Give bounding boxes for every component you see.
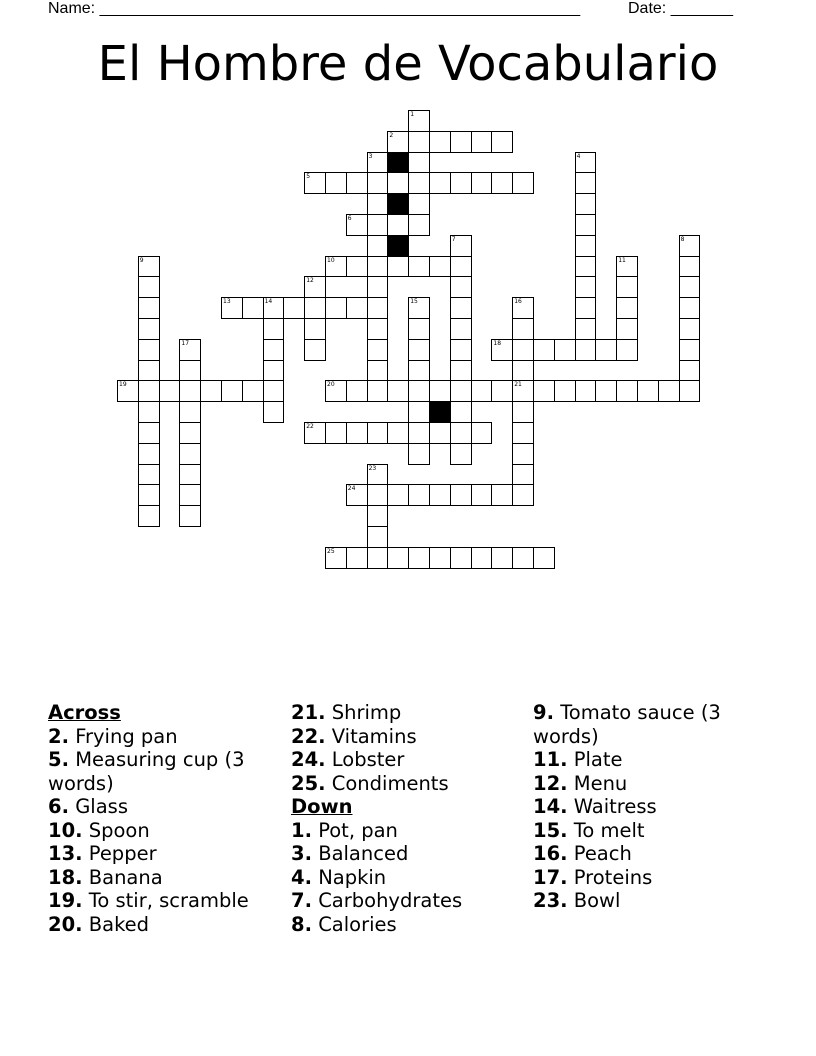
clue-number: 15	[410, 298, 418, 306]
crossword-cell[interactable]	[221, 380, 243, 402]
crossword-cell[interactable]	[304, 318, 326, 340]
crossword-cell[interactable]	[263, 318, 285, 340]
crossword-cell[interactable]	[367, 339, 389, 361]
crossword-cell[interactable]	[512, 318, 534, 340]
crossword-cell[interactable]	[429, 484, 451, 506]
crossword-cell[interactable]	[575, 276, 597, 298]
crossword-cell[interactable]	[450, 256, 472, 278]
crossword-cell[interactable]	[471, 484, 493, 506]
crossword-cell[interactable]	[450, 360, 472, 382]
crossword-cell[interactable]	[491, 339, 513, 361]
crossword-cell[interactable]	[429, 172, 451, 194]
clue-number: 19	[119, 381, 127, 389]
clue-down-3: 3. Balanced	[291, 842, 409, 865]
clue-number: 2	[389, 131, 394, 139]
crossword-cell[interactable]	[179, 422, 201, 444]
clue-down-15: 15. To melt	[533, 818, 645, 842]
crossword-cell[interactable]	[367, 297, 389, 319]
crossword-cell[interactable]	[346, 172, 368, 194]
crossword-cell[interactable]	[179, 380, 201, 402]
crossword-cell[interactable]	[491, 131, 513, 153]
crossword-cell[interactable]	[387, 484, 409, 506]
clue-down-14: 14. Waitress	[533, 795, 657, 818]
crossword-cell[interactable]	[387, 131, 409, 153]
crossword-cell[interactable]	[367, 464, 389, 486]
crossword-cell[interactable]	[512, 339, 534, 361]
clue-column-2	[291, 701, 521, 936]
crossword-cell[interactable]	[408, 110, 430, 132]
crossword-cell[interactable]	[138, 318, 160, 340]
clue-number: 11	[618, 256, 626, 264]
crossword-cell[interactable]	[512, 172, 534, 194]
crossword-cell[interactable]	[533, 547, 555, 569]
crossword-cell[interactable]	[575, 235, 597, 257]
crossword-cell[interactable]	[408, 152, 430, 174]
clue-across-21: 21. Shrimp	[291, 701, 402, 724]
crossword-cell[interactable]	[367, 380, 389, 402]
clue-across-6: 6. Glass	[48, 795, 128, 818]
crossword-cell[interactable]	[533, 339, 555, 361]
crossword-cell[interactable]	[367, 422, 389, 444]
crossword-cell[interactable]	[346, 297, 368, 319]
clue-number: 23	[368, 464, 377, 472]
crossword-cell[interactable]	[138, 484, 160, 506]
crossword-cell[interactable]	[471, 380, 493, 402]
crossword-cell[interactable]	[283, 297, 305, 319]
crossword-cell[interactable]	[408, 339, 430, 361]
crossword-cell[interactable]	[616, 297, 638, 319]
crossword-cell[interactable]	[367, 256, 389, 278]
crossword-cell[interactable]	[408, 193, 430, 215]
clue-number: 25	[327, 547, 335, 555]
crossword-cell[interactable]	[387, 380, 409, 402]
crossword-cell[interactable]	[367, 526, 389, 548]
crossword-cell[interactable]	[408, 172, 430, 194]
crossword-cell[interactable]	[367, 360, 389, 382]
crossword-cell[interactable]	[512, 297, 534, 319]
crossword-cell[interactable]	[138, 276, 160, 298]
crossword-cell[interactable]	[471, 131, 493, 153]
crossword-cell[interactable]	[575, 214, 597, 236]
crossword-cell[interactable]	[179, 505, 201, 527]
clue-number: 8	[680, 235, 685, 243]
crossword-cell[interactable]	[575, 152, 597, 174]
crossword-cell[interactable]	[242, 380, 264, 402]
crossword-cell[interactable]	[450, 318, 472, 340]
crossword-cell[interactable]	[179, 484, 201, 506]
crossword-cell[interactable]	[491, 172, 513, 194]
crossword-cell[interactable]	[512, 464, 534, 486]
crossword-cell[interactable]	[658, 380, 680, 402]
crossword-cell[interactable]	[512, 443, 534, 465]
clue-number: 16	[514, 298, 522, 306]
crossword-cell[interactable]	[387, 256, 409, 278]
crossword-cell[interactable]	[138, 297, 160, 319]
date-field-label[interactable]: Date: _______	[628, 0, 733, 17]
crossword-cell[interactable]	[575, 339, 597, 361]
crossword-cell[interactable]	[575, 172, 597, 194]
clue-number: 22	[306, 423, 314, 430]
crossword-cell[interactable]	[387, 172, 409, 194]
crossword-cell[interactable]	[491, 547, 513, 569]
clue-down-8: 8. Calories	[291, 912, 397, 936]
crossword-cell[interactable]	[491, 484, 513, 506]
crossword-cell[interactable]	[408, 401, 430, 423]
crossword-cell[interactable]	[138, 505, 160, 527]
crossword-cell[interactable]	[429, 380, 451, 402]
crossword-cell[interactable]	[512, 484, 534, 506]
crossword-cell[interactable]	[138, 360, 160, 382]
crossword-cell[interactable]	[263, 297, 285, 319]
crossword-block	[429, 401, 451, 423]
crossword-cell[interactable]	[554, 380, 576, 402]
clue-down-17: 17. Proteins	[533, 865, 653, 889]
clue-down-4: 4. Napkin	[291, 865, 387, 889]
crossword-cell[interactable]	[595, 380, 617, 402]
crossword-cell[interactable]	[263, 401, 285, 423]
crossword-cell[interactable]	[367, 547, 389, 569]
crossword-cell[interactable]	[679, 360, 701, 382]
crossword-cell[interactable]	[471, 422, 493, 444]
crossword-cell[interactable]	[616, 318, 638, 340]
down-heading: Down	[291, 795, 353, 818]
clue-down-9: 9. Tomato sauce (3 words)	[533, 701, 721, 748]
crossword-cell[interactable]	[450, 276, 472, 298]
crossword-cell[interactable]	[263, 339, 285, 361]
crossword-cell[interactable]	[616, 256, 638, 278]
crossword-cell[interactable]	[450, 547, 472, 569]
crossword-cell[interactable]	[595, 339, 617, 361]
crossword-cell[interactable]	[304, 297, 326, 319]
crossword-cell[interactable]	[138, 443, 160, 465]
crossword-cell[interactable]	[408, 297, 430, 319]
crossword-cell[interactable]	[450, 443, 472, 465]
crossword-cell[interactable]	[325, 297, 347, 319]
crossword-cell[interactable]	[346, 256, 368, 278]
crossword-cell[interactable]	[450, 235, 472, 257]
crossword-cell[interactable]	[429, 131, 451, 153]
crossword-cell[interactable]	[679, 235, 701, 257]
crossword-cell[interactable]	[346, 422, 368, 444]
clue-number: 9	[139, 256, 144, 264]
crossword-cell[interactable]	[616, 276, 638, 298]
crossword-cell[interactable]	[179, 464, 201, 486]
crossword-cell[interactable]	[408, 256, 430, 278]
crossword-cell[interactable]	[408, 360, 430, 382]
crossword-cell[interactable]	[179, 401, 201, 423]
page-title: El Hombre de Vocabulario	[97, 36, 719, 92]
crossword-cell[interactable]	[450, 422, 472, 444]
clue-across-2: 2. Frying pan	[48, 724, 178, 748]
crossword-cell[interactable]	[408, 318, 430, 340]
crossword-cell[interactable]	[367, 172, 389, 194]
crossword-cell[interactable]	[679, 318, 701, 340]
crossword-cell[interactable]	[408, 443, 430, 465]
crossword-cell[interactable]	[179, 443, 201, 465]
crossword-cell[interactable]	[450, 297, 472, 319]
clue-across-18: 18. Banana	[48, 865, 163, 889]
clue-number: 4	[576, 152, 581, 160]
clue-column-3	[533, 701, 763, 913]
crossword-cell[interactable]	[575, 193, 597, 215]
crossword-cell[interactable]	[138, 339, 160, 361]
crossword-cell[interactable]	[512, 547, 534, 569]
crossword-cell[interactable]	[387, 547, 409, 569]
crossword-cell[interactable]	[408, 131, 430, 153]
clue-number: 7	[451, 235, 456, 243]
clue-number: 13	[223, 298, 231, 306]
crossword-cell[interactable]	[533, 380, 555, 402]
crossword-cell[interactable]	[325, 547, 347, 569]
clue-across-22: 22. Vitamins	[291, 724, 417, 748]
crossword-cell[interactable]	[408, 380, 430, 402]
crossword-cell[interactable]	[450, 380, 472, 402]
crossword-cell[interactable]	[429, 256, 451, 278]
crossword-cell[interactable]	[367, 484, 389, 506]
crossword-cell[interactable]	[304, 172, 326, 194]
clue-number: 20	[327, 381, 335, 389]
crossword-cell[interactable]	[512, 422, 534, 444]
clue-down-11: 11. Plate	[533, 748, 623, 771]
crossword-cell[interactable]	[575, 318, 597, 340]
crossword-cell[interactable]	[367, 276, 389, 298]
crossword-cell[interactable]	[367, 505, 389, 527]
crossword-cell[interactable]	[450, 484, 472, 506]
clue-number: 1	[410, 111, 415, 118]
clue-number: 24	[347, 485, 356, 493]
clue-down-1: 1. Pot, pan	[291, 818, 398, 842]
crossword-cell[interactable]	[325, 422, 347, 444]
clue-number: 14	[264, 298, 273, 306]
crossword-cell[interactable]	[367, 235, 389, 257]
clue-across-20: 20. Baked	[48, 912, 150, 936]
clue-number: 5	[306, 173, 311, 181]
crossword-cell[interactable]	[450, 131, 472, 153]
crossword-cell[interactable]	[159, 380, 181, 402]
crossword-cell[interactable]	[429, 422, 451, 444]
crossword-cell[interactable]	[679, 297, 701, 319]
clue-down-16: 16. Peach	[533, 842, 632, 865]
crossword-cell[interactable]	[242, 297, 264, 319]
crossword-cell[interactable]	[138, 422, 160, 444]
crossword-cell[interactable]	[554, 339, 576, 361]
clue-number: 3	[368, 152, 373, 160]
clue-number: 10	[327, 256, 335, 264]
crossword-block	[387, 235, 409, 257]
crossword-cell[interactable]	[138, 256, 160, 278]
crossword-cell[interactable]	[512, 380, 534, 402]
crossword-cell[interactable]	[179, 339, 201, 361]
crossword-cell[interactable]	[450, 339, 472, 361]
clue-across-10: 10. Spoon	[48, 818, 150, 842]
crossword-cell[interactable]	[263, 380, 285, 402]
crossword-cell[interactable]	[367, 318, 389, 340]
crossword-cell[interactable]	[138, 380, 160, 402]
clue-across-19: 19. To stir, scramble	[48, 889, 249, 912]
crossword-cell[interactable]	[679, 276, 701, 298]
crossword-cell[interactable]	[304, 276, 326, 298]
crossword-cell[interactable]	[200, 380, 222, 402]
crossword-cell[interactable]	[304, 422, 326, 444]
crossword-cell[interactable]	[616, 339, 638, 361]
clue-number: 18	[493, 339, 502, 347]
crossword-cell[interactable]	[575, 297, 597, 319]
clue-across-25: 25. Condiments	[291, 771, 449, 795]
crossword-cell[interactable]	[117, 380, 139, 402]
crossword-cell[interactable]	[138, 464, 160, 486]
crossword-cell[interactable]	[304, 339, 326, 361]
clue-across-24: 24. Lobster	[291, 748, 405, 771]
clue-down-12: 12. Menu	[533, 771, 628, 795]
crossword-cell[interactable]	[512, 360, 534, 382]
crossword-cell[interactable]	[346, 484, 368, 506]
crossword-cell[interactable]	[138, 401, 160, 423]
crossword-block	[387, 152, 409, 174]
crossword-cell[interactable]	[679, 339, 701, 361]
clue-number: 12	[306, 277, 314, 285]
crossword-cell[interactable]	[367, 193, 389, 215]
clue-across-5: 5. Measuring cup (3 words)	[48, 748, 245, 795]
crossword-cell[interactable]	[179, 360, 201, 382]
crossword-cell[interactable]	[616, 380, 638, 402]
crossword-cell[interactable]	[325, 380, 347, 402]
crossword-cell[interactable]	[679, 380, 701, 402]
crossword-cell[interactable]	[346, 547, 368, 569]
crossword-cell[interactable]	[429, 547, 451, 569]
crossword-cell[interactable]	[491, 380, 513, 402]
crossword-cell[interactable]	[367, 152, 389, 174]
name-field-label[interactable]: Name: ______________________________________________________	[48, 0, 581, 17]
crossword-cell[interactable]	[575, 256, 597, 278]
clue-down-7: 7. Carbohydrates	[291, 889, 463, 912]
clue-column-1	[48, 701, 278, 936]
clue-down-23: 23. Bowl	[533, 889, 621, 912]
crossword-cell[interactable]	[637, 380, 659, 402]
crossword-cell[interactable]	[575, 380, 597, 402]
crossword-cell[interactable]	[471, 172, 493, 194]
crossword-cell[interactable]	[512, 401, 534, 423]
crossword-block	[387, 193, 409, 215]
crossword-cell[interactable]	[346, 380, 368, 402]
clue-number: 21	[514, 381, 522, 389]
crossword-cell[interactable]	[450, 401, 472, 423]
clue-number: 17	[181, 339, 190, 347]
crossword-cell[interactable]	[408, 484, 430, 506]
clue-across-13: 13. Pepper	[48, 842, 157, 865]
crossword-cell[interactable]	[408, 214, 430, 236]
crossword-cell[interactable]	[346, 214, 368, 236]
crossword-cell[interactable]	[408, 547, 430, 569]
crossword-cell[interactable]	[367, 214, 389, 236]
crossword-cell[interactable]	[325, 172, 347, 194]
crossword-cell[interactable]	[450, 172, 472, 194]
crossword-cell[interactable]	[679, 256, 701, 278]
across-heading: Across	[48, 701, 121, 724]
crossword-cell[interactable]	[263, 360, 285, 382]
crossword-cell[interactable]	[387, 214, 409, 236]
crossword-cell[interactable]	[325, 256, 347, 278]
crossword-cell[interactable]	[221, 297, 243, 319]
clue-number: 6	[347, 215, 352, 222]
crossword-cell[interactable]	[471, 547, 493, 569]
crossword-cell[interactable]	[408, 422, 430, 444]
crossword-cell[interactable]	[387, 422, 409, 444]
